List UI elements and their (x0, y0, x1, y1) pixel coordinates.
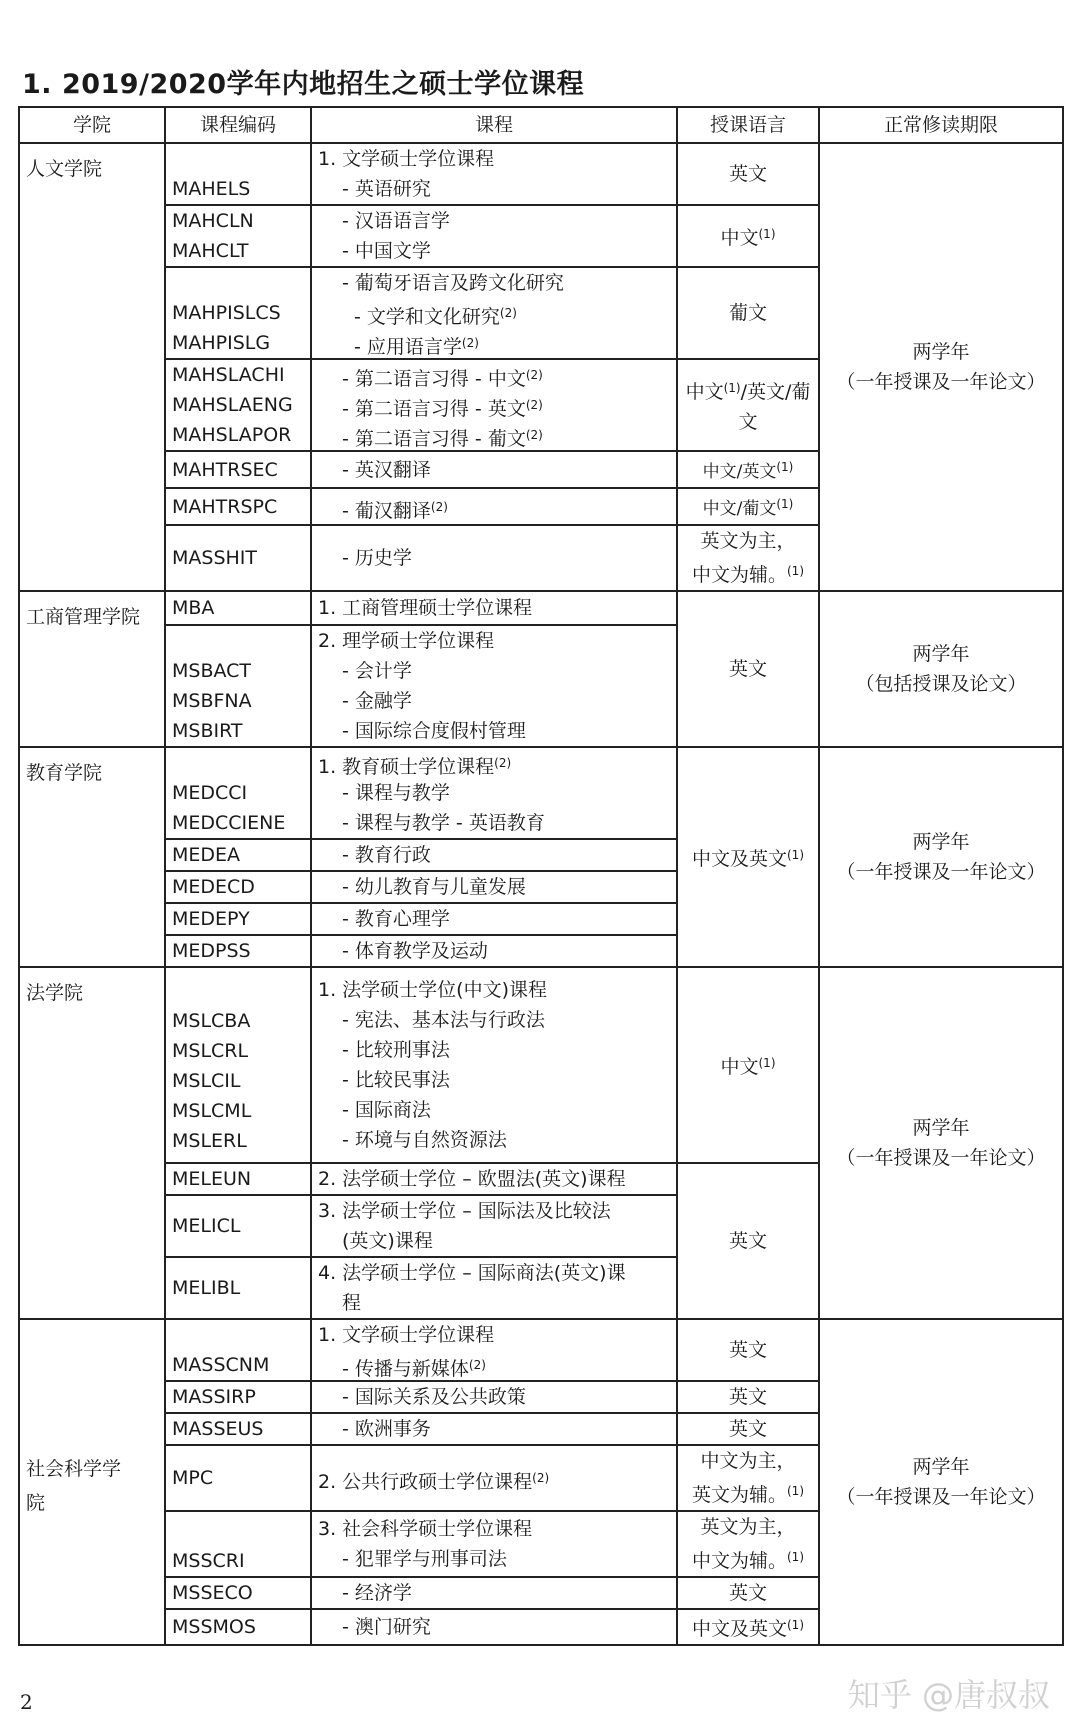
header-duration: 正常修读期限 (819, 107, 1063, 143)
school-name: 人文学院 (19, 143, 165, 591)
course-code: MAHPISLCS MAHPISLG (165, 267, 311, 359)
course-name: 1. 法学硕士学位(中文)课程 - 宪法、基本法与行政法 - 比较刑事法 - 比较民事法 - 国际商法 - 环境与自然资源法 (311, 967, 677, 1163)
teaching-language: 中文及英文$^{(1)}$ (677, 747, 819, 967)
teaching-language: 中文为主， 英文为辅。$^{(1)}$ (677, 1445, 819, 1511)
header-school: 学院 (19, 107, 165, 143)
course-name: - 英汉翻译 (311, 451, 677, 488)
course-name: 1. 文学硕士学位课程 - 英语研究 (311, 143, 677, 205)
header-code: 课程编码 (165, 107, 311, 143)
course-name: 2. 公共行政硕士学位课程$^{(2)}$ (311, 1445, 677, 1511)
teaching-language: 英文 (677, 143, 819, 205)
teaching-language: 英文 (677, 1577, 819, 1609)
course-name: - 葡汉翻译$^{(2)}$ (311, 488, 677, 525)
page-number: 2 (20, 1690, 33, 1714)
course-code: MASSIRP (165, 1381, 311, 1413)
course-code: MSSCRI (165, 1511, 311, 1577)
course-name: - 葡萄牙语言及跨文化研究 - 文学和文化研究$^{(2)}$ - 应用语言学$^{(2)}$ (311, 267, 677, 359)
teaching-language: 葡文 (677, 267, 819, 359)
course-name: - 国际关系及公共政策 (311, 1381, 677, 1413)
teaching-language: 中文/葡文$^{(1)}$ (677, 488, 819, 525)
course-code: MSSECO (165, 1577, 311, 1609)
teaching-language: 中文$^{(1)}$ (677, 205, 819, 267)
course-code: MBA (165, 591, 311, 625)
school-name: 社会科学学院 (19, 1319, 165, 1645)
teaching-language: 英文 (677, 591, 819, 747)
course-name: 1. 文学硕士学位课程 - 传播与新媒体$^{(2)}$ (311, 1319, 677, 1381)
course-name: - 经济学 (311, 1577, 677, 1609)
teaching-language: 英文 (677, 1413, 819, 1445)
course-code: MSBACT MSBFNA MSBIRT (165, 625, 311, 747)
course-code: MELEUN (165, 1163, 311, 1195)
page-title: 1. 2019/2020学年内地招生之硕士学位课程 (22, 69, 585, 100)
course-name: - 教育行政 (311, 839, 677, 871)
teaching-language: 英文为主， 中文为辅。$^{(1)}$ (677, 1511, 819, 1577)
table-row (19, 591, 1063, 625)
teaching-language: 中文$^{(1)}$/英文/葡 文 (677, 359, 819, 451)
watermark: 知乎 @唐叔叔 (847, 1676, 1050, 1714)
course-code: MEDEA (165, 839, 311, 871)
teaching-language: 中文$^{(1)}$ (677, 967, 819, 1163)
course-name: - 教育心理学 (311, 903, 677, 935)
course-code: MAHTRSPC (165, 488, 311, 525)
teaching-language: 英文为主， 中文为辅。$^{(1)}$ (677, 525, 819, 591)
course-code: MEDEPY (165, 903, 311, 935)
course-code: MAHCLN MAHCLT (165, 205, 311, 267)
study-duration: 两学年 （一年授课及一年论文） (819, 1319, 1063, 1645)
school-name: 法学院 (19, 967, 165, 1319)
course-name: - 第二语言习得 - 中文$^{(2)}$ - 第二语言习得 - 英文$^{(2)}$ - 第二语言习得 - 葡文$^{(2)}$ (311, 359, 677, 451)
course-code: MAHSLACHI MAHSLAENG MAHSLAPOR (165, 359, 311, 451)
course-name: - 幼儿教育与儿童发展 (311, 871, 677, 903)
header-language: 授课语言 (677, 107, 819, 143)
school-name: 工商管理学院 (19, 591, 165, 747)
course-name: 2. 理学硕士学位课程 - 会计学 - 金融学 - 国际综合度假村管理 (311, 625, 677, 747)
teaching-language: 中文/英文$^{(1)}$ (677, 451, 819, 488)
course-name: - 历史学 (311, 525, 677, 591)
course-name: - 澳门研究 (311, 1609, 677, 1645)
teaching-language: 英文 (677, 1381, 819, 1413)
course-code: MASSCNM (165, 1319, 311, 1381)
course-code: MELICL (165, 1195, 311, 1257)
course-code: MAHELS (165, 143, 311, 205)
table-row (19, 1319, 1063, 1381)
course-name: - 汉语语言学 - 中国文学 (311, 205, 677, 267)
study-duration: 两学年 （一年授课及一年论文） (819, 143, 1063, 591)
course-name: 4. 法学硕士学位 – 国际商法(英文)课 程 (311, 1257, 677, 1319)
header-course: 课程 (311, 107, 677, 143)
course-code: MEDECD (165, 871, 311, 903)
course-name: - 欧洲事务 (311, 1413, 677, 1445)
teaching-language: 英文 (677, 1319, 819, 1381)
table-row (19, 967, 1063, 1163)
table-row (19, 143, 1063, 205)
table-header-row (19, 107, 1063, 143)
course-code: MASSHIT (165, 525, 311, 591)
table-row (19, 747, 1063, 839)
course-code: MEDPSS (165, 935, 311, 967)
course-name: 1. 教育硕士学位课程$^{(2)}$ - 课程与教学 - 课程与教学 - 英语教育 (311, 747, 677, 839)
study-duration: 两学年 （包括授课及论文） (819, 591, 1063, 747)
course-name: 2. 法学硕士学位 – 欧盟法(英文)课程 (311, 1163, 677, 1195)
teaching-language: 中文及英文$^{(1)}$ (677, 1609, 819, 1645)
programme-table (18, 106, 1064, 1646)
course-code: MELIBL (165, 1257, 311, 1319)
course-code: MSLCBA MSLCRL MSLCIL MSLCML MSLERL (165, 967, 311, 1163)
course-code: MEDCCI MEDCCIENE (165, 747, 311, 839)
teaching-language: 英文 (677, 1163, 819, 1319)
course-code: MAHTRSEC (165, 451, 311, 488)
course-name: - 体育教学及运动 (311, 935, 677, 967)
course-name: 1. 工商管理硕士学位课程 (311, 591, 677, 625)
course-code: MASSEUS (165, 1413, 311, 1445)
course-name: 3. 社会科学硕士学位课程 - 犯罪学与刑事司法 (311, 1511, 677, 1577)
course-code: MSSMOS (165, 1609, 311, 1645)
study-duration: 两学年 （一年授课及一年论文） (819, 967, 1063, 1319)
course-code: MPC (165, 1445, 311, 1511)
study-duration: 两学年 （一年授课及一年论文） (819, 747, 1063, 967)
course-name: 3. 法学硕士学位 – 国际法及比较法 (英文)课程 (311, 1195, 677, 1257)
school-name: 教育学院 (19, 747, 165, 967)
